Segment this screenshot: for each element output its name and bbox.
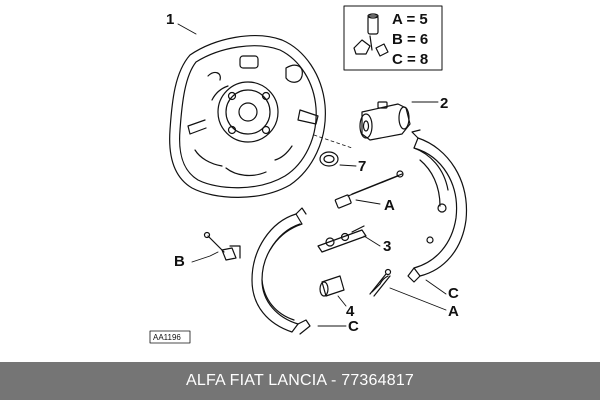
callout-part-c-lower: C <box>348 318 359 335</box>
brake-shoe-right <box>408 130 466 282</box>
adjuster-wheel <box>320 276 344 296</box>
legend-icon <box>354 14 388 56</box>
callout-part-4: 4 <box>346 303 355 320</box>
wheel-cylinder <box>360 102 410 140</box>
legend-a: A = 5 <box>392 11 428 28</box>
adjuster <box>318 226 366 252</box>
callout-part-a-lower: A <box>448 303 459 320</box>
callout-part-7: 7 <box>358 158 367 175</box>
caption-text: ALFA FIAT LANCIA - 77364817 <box>185 372 415 389</box>
legend-b: B = 6 <box>392 31 429 48</box>
callout-part-a-upper: A <box>384 197 395 214</box>
backing-plate <box>170 36 326 198</box>
caption-bar <box>0 362 600 400</box>
return-spring-lower <box>370 270 391 297</box>
callout-part-b: B <box>174 253 185 270</box>
seal-ring <box>320 152 338 166</box>
callout-part-2: 2 <box>440 95 449 112</box>
drawing-code: AA1196 <box>153 333 181 342</box>
callout-part-1: 1 <box>166 11 175 28</box>
callout-part-3: 3 <box>383 238 392 255</box>
legend-c: C = 8 <box>392 51 429 68</box>
callout-part-c-right: C <box>448 285 459 302</box>
brake-shoe-left <box>252 208 310 334</box>
